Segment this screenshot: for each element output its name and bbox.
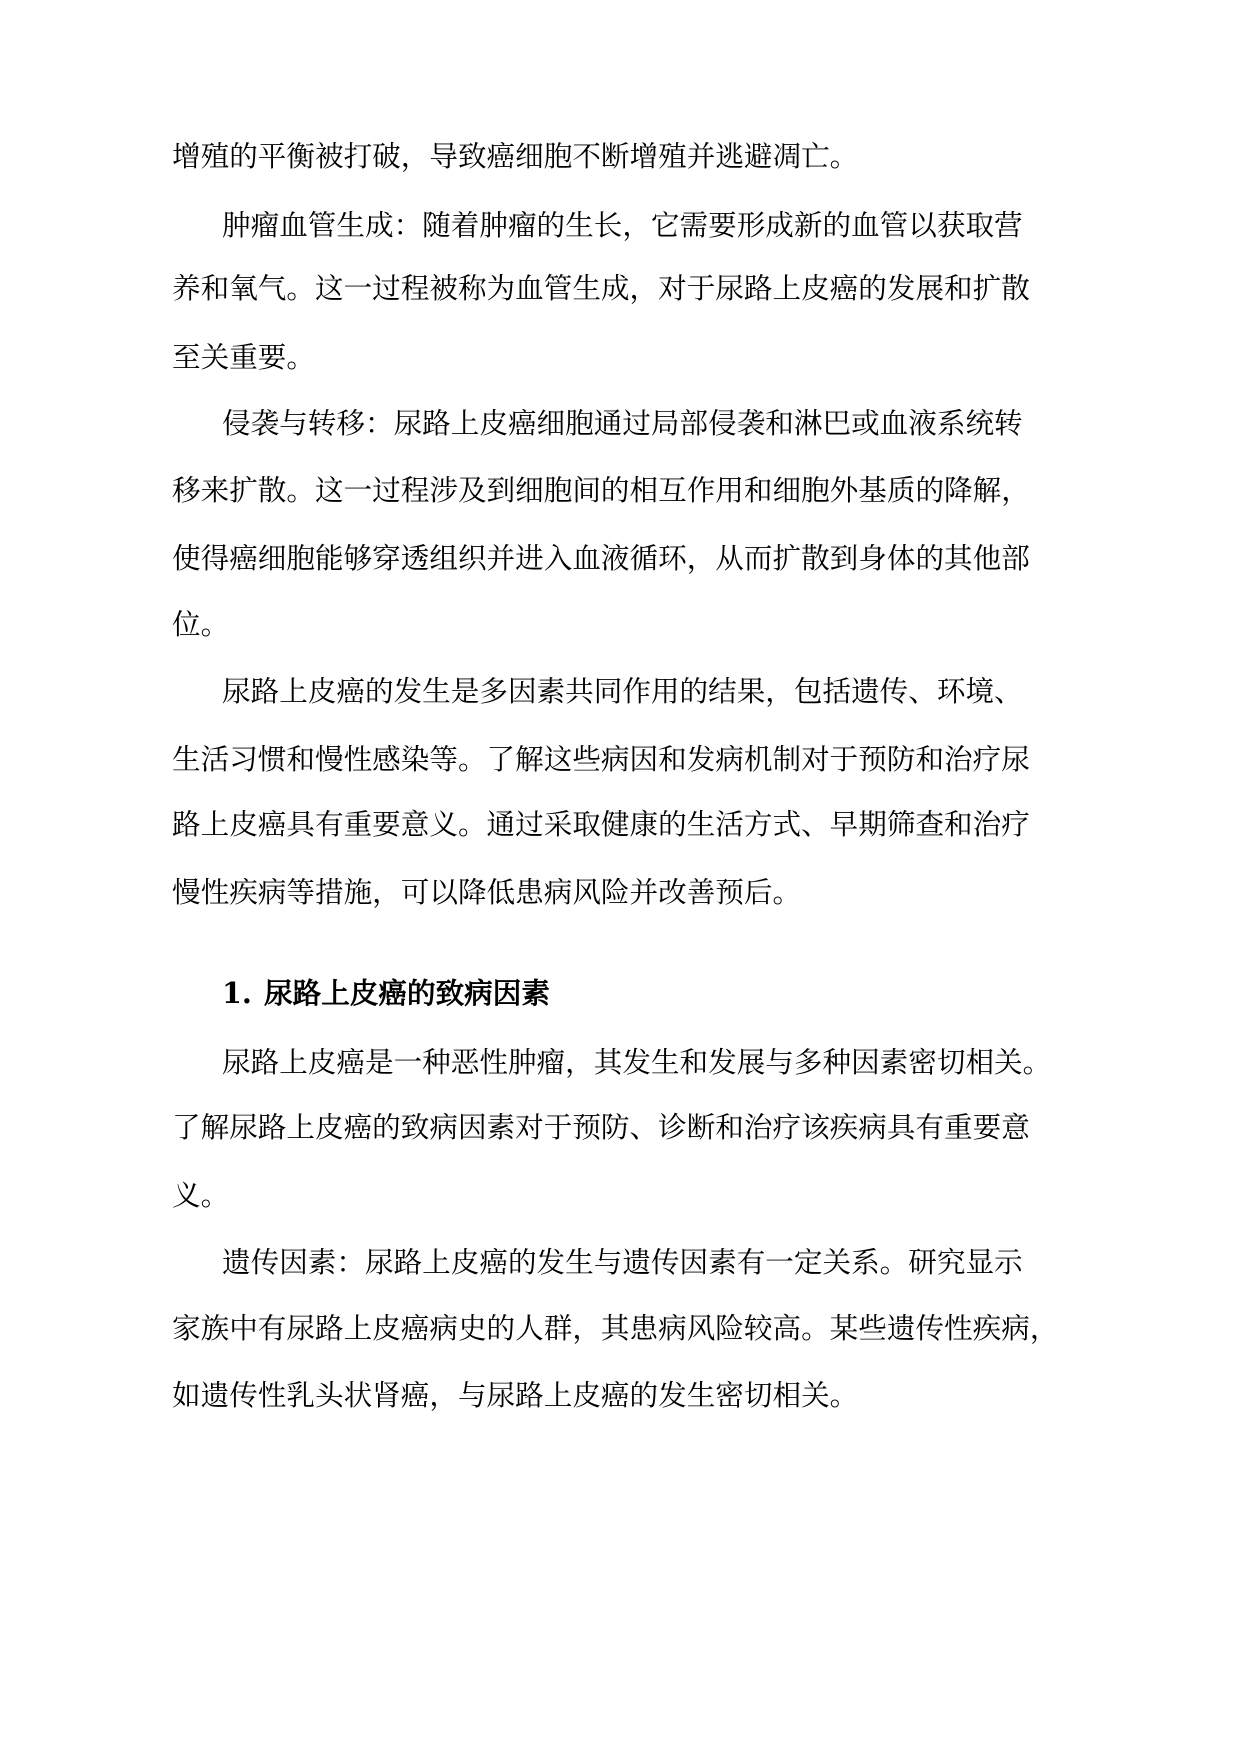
text-line: 肿瘤血管生成：随着肿瘤的生长，它需要形成新的血管以获取营 (222, 208, 1023, 242)
text-line: 家族中有尿路上皮癌病史的人群，其患病风险较高。某些遗传性疾病， (172, 1311, 1059, 1345)
section-title: 尿路上皮癌的致病因素 (264, 976, 550, 1010)
text-line: 生活习惯和慢性感染等。了解这些病因和发病机制对于预防和治疗尿 (172, 742, 1030, 776)
section-number: 1. (222, 976, 252, 1010)
text-line: 遗传因素：尿路上皮癌的发生与遗传因素有一定关系。研究显示 (222, 1245, 1023, 1279)
text-line: 尿路上皮癌的发生是多因素共同作用的结果，包括遗传、环境、 (222, 674, 1023, 708)
text-line: 义。 (172, 1178, 230, 1212)
text-line: 移来扩散。这一过程涉及到细胞间的相互作用和细胞外基质的降解， (172, 473, 1030, 507)
text-line: 了解尿路上皮癌的致病因素对于预防、诊断和治疗该疾病具有重要意 (172, 1110, 1030, 1144)
text-line: 尿路上皮癌是一种恶性肿瘤，其发生和发展与多种因素密切相关。 (222, 1045, 1052, 1079)
section-heading (222, 975, 550, 1011)
text-line: 侵袭与转移：尿路上皮癌细胞通过局部侵袭和淋巴或血液系统转 (222, 406, 1023, 440)
text-line: 养和氧气。这一过程被称为血管生成，对于尿路上皮癌的发展和扩散 (172, 271, 1030, 305)
text-line: 路上皮癌具有重要意义。通过采取健康的生活方式、早期筛查和治疗 (172, 807, 1030, 841)
text-line: 如遗传性乳头状肾癌，与尿路上皮癌的发生密切相关。 (172, 1378, 859, 1412)
text-line: 慢性疾病等措施，可以降低患病风险并改善预后。 (172, 875, 802, 909)
text-line: 增殖的平衡被打破，导致癌细胞不断增殖并逃避凋亡。 (172, 139, 859, 173)
text-line: 位。 (172, 607, 230, 641)
text-line: 使得癌细胞能够穿透组织并进入血液循环，从而扩散到身体的其他部 (172, 541, 1030, 575)
text-line: 至关重要。 (172, 340, 315, 374)
